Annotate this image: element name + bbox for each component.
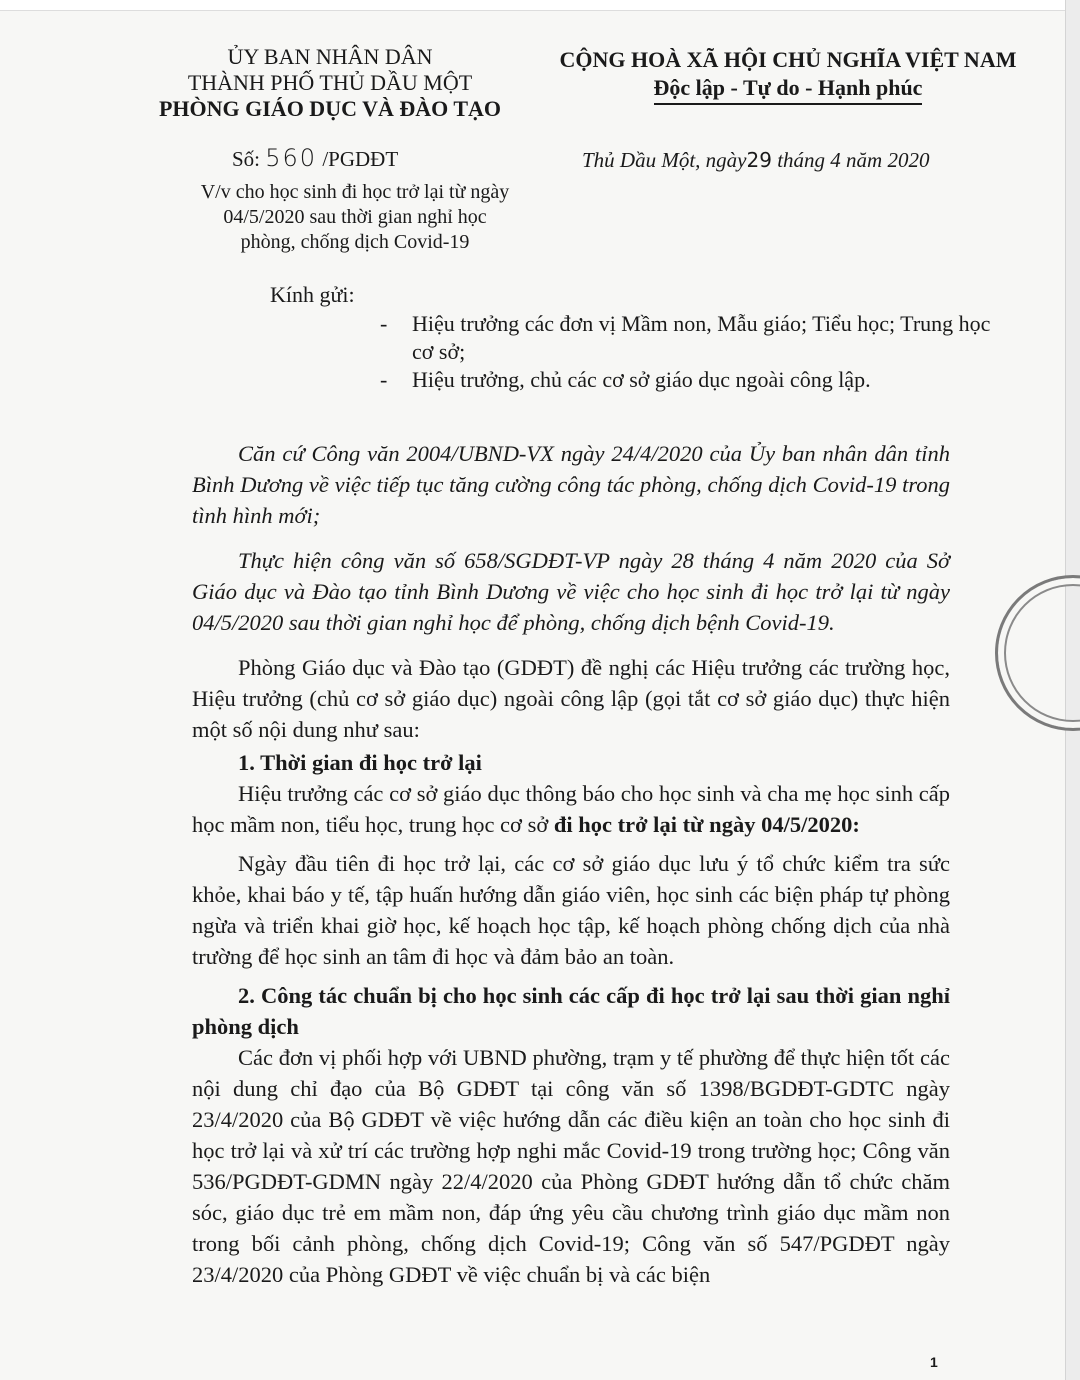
recipient-item (380, 310, 1000, 366)
issuer-line-1: ỦY BAN NHÂN DÂN (227, 44, 433, 69)
issuer-line-2: THÀNH PHỐ THỦ DẦU MỘT (187, 70, 473, 95)
section-1-text: Hiệu trưởng các cơ sở giáo dục thông báo cho học sinh và cha mẹ học sinh cấp học mầm non, tiểu học, trung học cơ sở (192, 781, 950, 837)
recipient-text: Hiệu trưởng các đơn vị Mầm non, Mẫu giáo; Tiểu học; Trung học cơ sở; (412, 311, 991, 364)
document-body (192, 438, 950, 1290)
document-number-prefix: Số: (232, 147, 261, 171)
issuer-header (120, 44, 540, 122)
section-1-bold-date: đi học trở lại từ ngày 04/5/2020: (553, 812, 860, 837)
recipient-dash: - (380, 311, 388, 336)
section-heading-1: 1. Thời gian đi học trở lại (238, 750, 482, 775)
date-suffix: tháng 4 năm 2020 (777, 148, 930, 172)
subject-line-3: phòng, chống dịch Covid-19 (240, 231, 470, 253)
document-number-suffix: /PGDĐT (322, 147, 399, 171)
subject-line-1: V/v cho học sinh đi học trở lại từ ngày (200, 181, 510, 203)
national-title: CỘNG HOÀ XÃ HỘI CHỦ NGHĨA VIỆT NAM (559, 47, 1017, 72)
section-heading-2: 2. Công tác chuẩn bị cho học sinh các cấp đi học trở lại sau thời gian nghỉ phòng dịch (192, 983, 950, 1039)
salutation: Kính gửi: (270, 282, 355, 307)
document-number-handwritten: 560 (265, 144, 318, 172)
subject-line-2: 04/5/2020 sau thời gian nghỉ học (223, 206, 487, 228)
date-day-handwritten: 29 (746, 148, 772, 172)
page-number: 1 (930, 1354, 938, 1370)
section-1-paragraph (192, 778, 950, 840)
scan-top-edge (0, 0, 1080, 11)
document-subject (185, 180, 525, 255)
recipient-dash: - (380, 367, 388, 392)
issuer-line-3: PHÒNG GIÁO DỤC VÀ ĐÀO TẠO (158, 96, 502, 121)
section-2-paragraph: Các đơn vị phối hợp với UBND phường, trạm y tế phường để thực hiện tốt các nội dung chỉ đạo của Bộ GDĐT tại công văn số 1398/BGDĐT-GDTC ngày 23/4/2020 của Bộ GDĐT về việc hướng dẫn các điều kiện an toàn cho học sinh đi học trở lại và xử trí các trường hợp nghi mắc Covid-19 trong trường học; Công văn 536/PGDĐT-GDMN ngày 22/4/2020 của Phòng GDĐT hướng dẫn tổ chức chăm sóc, giáo dục trẻ em mầm non, đáp ứng yêu cầu chương trình giáo dục mầm non trong bối cảnh phòng, chống dịch Covid-19; Công văn số 547/PGDĐT ngày 23/4/2020 của Phòng GDĐT về việc chuẩn bị và các biện (192, 1045, 950, 1287)
recipient-text: Hiệu trưởng, chủ các cơ sở giáo dục ngoài công lập. (412, 367, 871, 392)
recipient-item (380, 366, 1000, 394)
first-day-paragraph: Ngày đầu tiên đi học trở lại, các cơ sở giáo dục lưu ý tổ chức kiểm tra sức khỏe, khai báo y tế, tập huấn hướng dẫn giáo viên, học sinh các biện pháp tự phòng ngừa và triển khai giờ học, kế hoạch học tập, kế hoạch phòng chống dịch của nhà trường để học sinh an tâm đi học và đảm bảo an toàn. (192, 851, 950, 969)
implementation-paragraph: Thực hiện công văn số 658/SGDĐT-VP ngày 28 tháng 4 năm 2020 của Sở Giáo dục và Đào tạo tỉnh Bình Dương về việc cho học sinh đi học trở lại từ ngày 04/5/2020 sau thời gian nghỉ học để phòng, chống dịch bệnh Covid-19. (192, 548, 950, 635)
document-number (232, 144, 398, 172)
request-paragraph: Phòng Giáo dục và Đào tạo (GDĐT) đề nghị các Hiệu trưởng các trường học, Hiệu trưởng (chủ cơ sở giáo dục) ngoài công lập (gọi tắt cơ sở giáo dục) thực hiện một số nội dung như sau: (192, 655, 950, 742)
legal-basis-paragraph: Căn cứ Công văn 2004/UBND-VX ngày 24/4/2020 của Ủy ban nhân dân tỉnh Bình Dương về việc tiếp tục tăng cường công tác phòng, chống dịch Covid-19 trong tình hình mới; (192, 441, 950, 528)
national-motto: Độc lập - Tự do - Hạnh phúc (654, 74, 923, 105)
recipient-list (380, 310, 1000, 394)
date-prefix: Thủ Dầu Một, ngày (582, 148, 747, 172)
document-date (582, 148, 929, 173)
official-seal-stamp (995, 575, 1080, 731)
national-header (528, 46, 1048, 105)
